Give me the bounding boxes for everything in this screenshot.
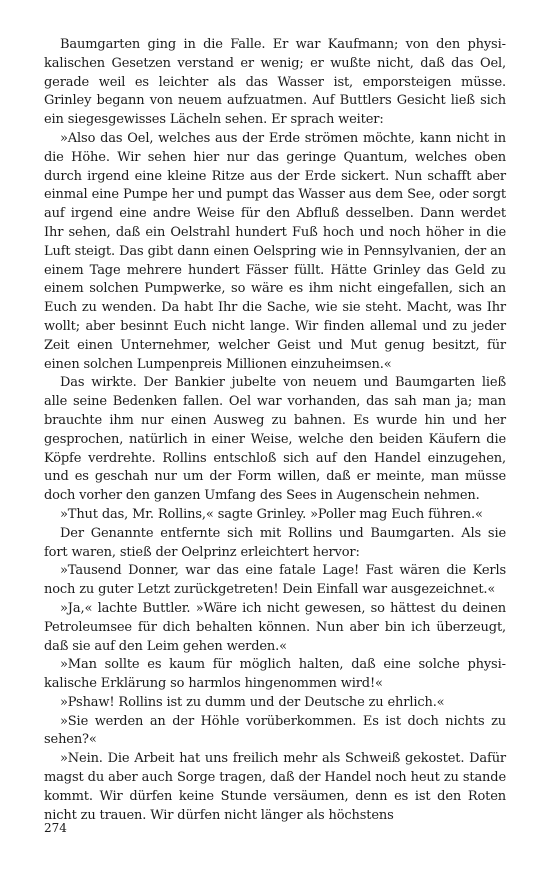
paragraph: Der Genannte entfernte sich mit Rollins und Baumgarten. Als sie fort waren, stieß der Oelprinz erleichtert hervor:: [44, 525, 506, 560]
paragraph: »Sie werden an der Höhle vorüberkommen. Es ist doch nichts zu sehen?«: [44, 713, 506, 748]
paragraph: Das wirkte. Der Bankier jubelte von neuem und Baumgarten ließ alle seine Bedenken fallen. Oel war vorhanden, das sah man ja; man brauchte ihm nur einen Ausweg zu bahnen. Es wurde hin und her gesprochen, natürlich in einer Weise, welche den beiden Käufern die Köpfe verdrehte. Rollins entschloß sich auf den Handel einzugehen, und es geschah nur um der Form willen, daß er meinte, man müsse doch vorher den ganzen Umfang des Sees in Augenschein nehmen.: [44, 375, 506, 504]
paragraph: »Ja,« lachte Buttler. »Wäre ich nicht gewesen, so hättest du deinen Petroleumsee für dich behalten können. Nun aber bin ich überzeugt, daß sie auf den Leim gehen werden.«: [44, 600, 506, 654]
body-text: [44, 36, 506, 825]
paragraph: »Nein. Die Arbeit hat uns freilich mehr als Schweiß gekostet. Dafür magst du aber auch Sorge tragen, daß der Handel noch heut zu stande kommt. Wir dürfen keine Stunde versäumen, denn es ist den Roten nicht zu trauen. Wir dürfen nicht länger als höchstens: [44, 751, 506, 823]
paragraph: »Tausend Donner, war das eine fatale Lage! Fast wären die Kerls noch zu guter Letzt zurückgetreten! Dein Einfall war ausgezeichnet.«: [44, 563, 506, 598]
paragraph: Baumgarten ging in die Falle. Er war Kaufmann; von den physikalischen Gesetzen verstand er wenig; er wußte nicht, daß das Oel, gerade weil es leichter als das Wasser ist, emporsteigen müsse. Grinley begann von neuem aufzuatmen. Auf Buttlers Gesicht ließ sich ein siegesgewisses Lächeln sehen. Er sprach weiter:: [44, 37, 506, 128]
paragraph: »Thut das, Mr. Rollins,« sagte Grinley. »Poller mag Euch führen.«: [60, 506, 483, 522]
paragraph: »Also das Oel, welches aus der Erde strömen möchte, kann nicht in die Höhe. Wir sehen hier nur das geringe Quantum, welches oben durch irgend eine kleine Ritze aus der Erde sickert. Nun schafft aber einmal eine Pumpe her und pumpt das Wasser aus dem See, oder sorgt auf irgend eine andre Weise für den Abfluß desselben. Dann werdet Ihr sehen, daß ein Oelstrahl hundert Fuß hoch und noch höher in die Luft steigt. Das gibt dann einen Oelspring wie in Pennsylvanien, der an einem Tage mehrere hundert Fässer füllt. Hätte Grinley das Geld zu einem solchen Pumpwerke, so wäre es ihm nicht eingefallen, sich an Euch zu wenden. Da habt Ihr die Sache, wie sie steht. Macht, was Ihr wollt; aber besinnt Euch nicht lange. Wir finden allemal und zu jeder Zeit einen Unternehmer, welcher Geist und Mut genug besitzt, für einen solchen Lumpenpreis Millionen einzuheimsen.«: [44, 130, 506, 372]
paragraph: »Man sollte es kaum für möglich halten, daß eine solche physikalische Erklärung so harmlos hingenommen wird!«: [44, 657, 506, 692]
page-number: 274: [44, 821, 67, 835]
paragraph: »Pshaw! Rollins ist zu dumm und der Deutsche zu ehrlich.«: [60, 694, 445, 710]
